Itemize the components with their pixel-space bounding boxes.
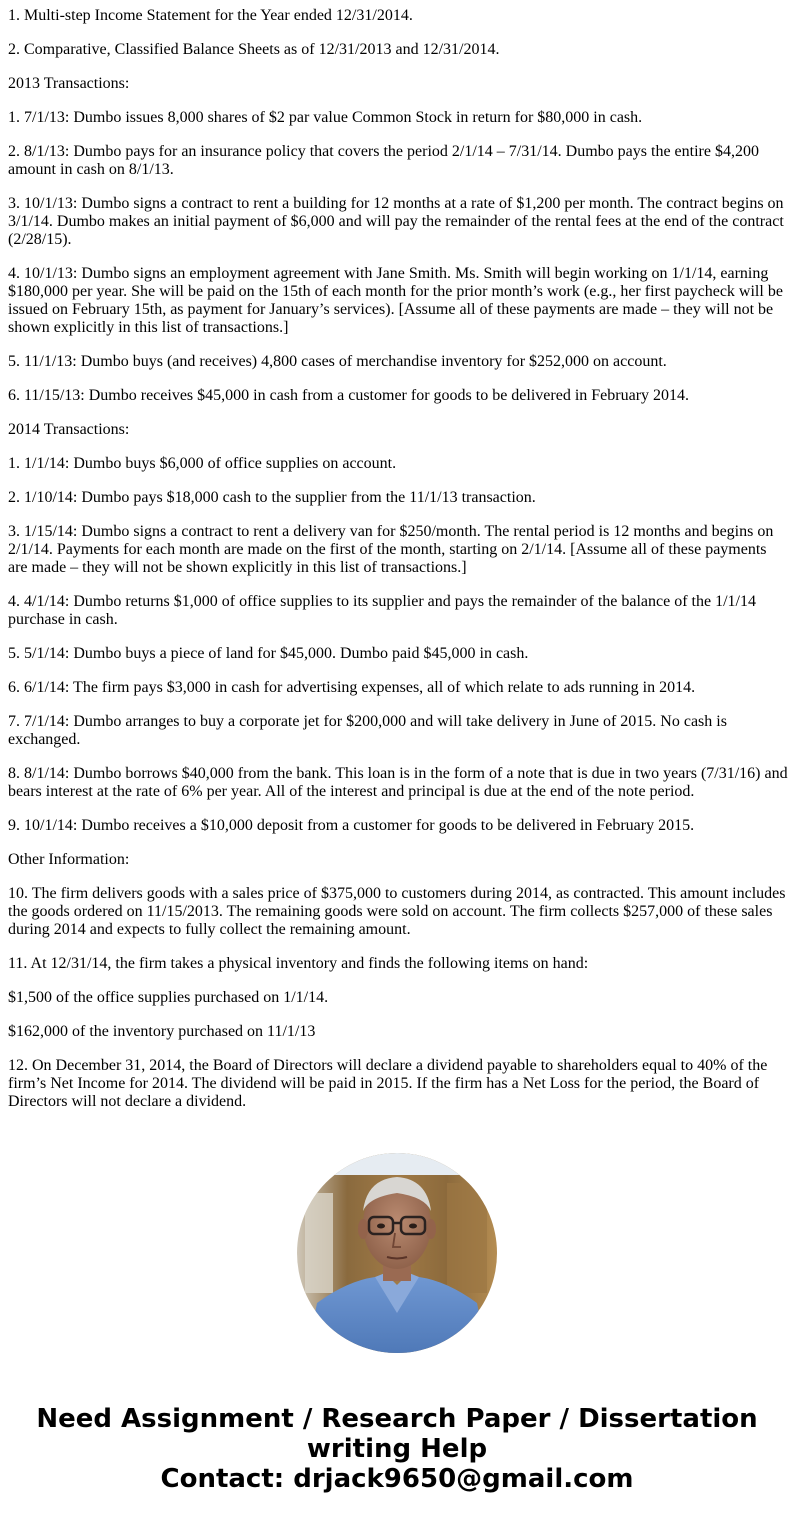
paragraph: 2. 8/1/13: Dumbo pays for an insurance policy that covers the period 2/1/14 – 7/31/14. Dumbo pays the entire $4,200 amount in cash on 8/1/13. (8, 143, 759, 178)
paragraph: 6. 6/1/14: The firm pays $3,000 in cash for advertising expenses, all of which relate to ads running in 2014. (8, 679, 696, 696)
paragraph: 3. 1/15/14: Dumbo signs a contract to rent a delivery van for $250/month. The rental period is 12 months and begins on 2/1/14. Payments for each month are made on the first of the month, starting on 2/1/14. [Assume all of these payments are made – they will not be shown explicitly in this list of transactions.] (8, 523, 774, 576)
document-body (8, 7, 788, 1127)
paragraph: 6. 11/15/13: Dumbo receives $45,000 in cash from a customer for goods to be delivered in February 2014. (8, 387, 690, 404)
paragraph: 4. 4/1/14: Dumbo returns $1,000 of office supplies to its supplier and pays the remainder of the balance of the 1/1/14 purchase in cash. (8, 593, 756, 628)
avatar-portrait (297, 1153, 497, 1353)
avatar (297, 1153, 497, 1353)
section-heading: Other Information: (8, 851, 130, 868)
promo-contact: Contact: drjack9650@gmail.com (160, 1464, 634, 1494)
paragraph: 8. 8/1/14: Dumbo borrows $40,000 from the bank. This loan is in the form of a note that is due in two years (7/31/16) and bears interest at the rate of 6% per year. All of the interest and principal is due at the end of the note period. (8, 765, 788, 800)
promo-line: writing Help (306, 1434, 488, 1464)
section-heading: 2013 Transactions: (8, 75, 130, 92)
paragraph: 11. At 12/31/14, the firm takes a physical inventory and finds the following items on hand: (8, 955, 589, 972)
paragraph: 7. 7/1/14: Dumbo arranges to buy a corporate jet for $200,000 and will take delivery in June of 2015. No cash is exchanged. (8, 713, 727, 748)
paragraph: 4. 10/1/13: Dumbo signs an employment agreement with Jane Smith. Ms. Smith will begin working on 1/1/14, earning $180,000 per year. She will be paid on the 15th of each month for the prior month’s work (e.g., her first paycheck will be issued on February 15th, as payment for January’s services). [Assume all of these payments are made – they will not be shown explicitly in this list of transactions.] (8, 265, 783, 336)
paragraph: 2. Comparative, Classified Balance Sheets as of 12/31/2013 and 12/31/2014. (8, 41, 500, 58)
paragraph: 1. Multi-step Income Statement for the Year ended 12/31/2014. (8, 7, 413, 24)
paragraph: 1. 1/1/14: Dumbo buys $6,000 of office supplies on account. (8, 455, 397, 472)
paragraph: 2. 1/10/14: Dumbo pays $18,000 cash to the supplier from the 11/1/13 transaction. (8, 489, 536, 506)
paragraph: 10. The firm delivers goods with a sales price of $375,000 to customers during 2014, as contracted. This amount includes the goods ordered on 11/15/2013. The remaining goods were sold on account. The firm collects $257,000 of these sales during 2014 and expects to fully collect the remaining amount. (8, 885, 786, 938)
paragraph: 12. On December 31, 2014, the Board of Directors will declare a dividend payable to shareholders equal to 40% of the firm’s Net Income for 2014. The dividend will be paid in 2015. If the firm has a Net Loss for the period, the Board of Directors will not declare a dividend. (8, 1057, 768, 1110)
paragraph: $162,000 of the inventory purchased on 11/1/13 (8, 1023, 316, 1040)
paragraph: $1,500 of the office supplies purchased on 1/1/14. (8, 989, 329, 1006)
paragraph: 5. 5/1/14: Dumbo buys a piece of land for $45,000. Dumbo paid $45,000 in cash. (8, 645, 529, 662)
promo-banner (0, 1404, 794, 1494)
paragraph: 3. 10/1/13: Dumbo signs a contract to rent a building for 12 months at a rate of $1,200 per month. The contract begins on 3/1/14. Dumbo makes an initial payment of $6,000 and will pay the remainder of the rental fees at the end of the contract (2/28/15). (8, 195, 784, 248)
paragraph: 1. 7/1/13: Dumbo issues 8,000 shares of $2 par value Common Stock in return for $80,000 in cash. (8, 109, 643, 126)
section-heading: 2014 Transactions: (8, 421, 130, 438)
paragraph: 9. 10/1/14: Dumbo receives a $10,000 deposit from a customer for goods to be delivered in February 2015. (8, 817, 695, 834)
promo-line: Need Assignment / Research Paper / Dissertation (36, 1404, 758, 1434)
paragraph: 5. 11/1/13: Dumbo buys (and receives) 4,800 cases of merchandise inventory for $252,000 on account. (8, 353, 667, 370)
